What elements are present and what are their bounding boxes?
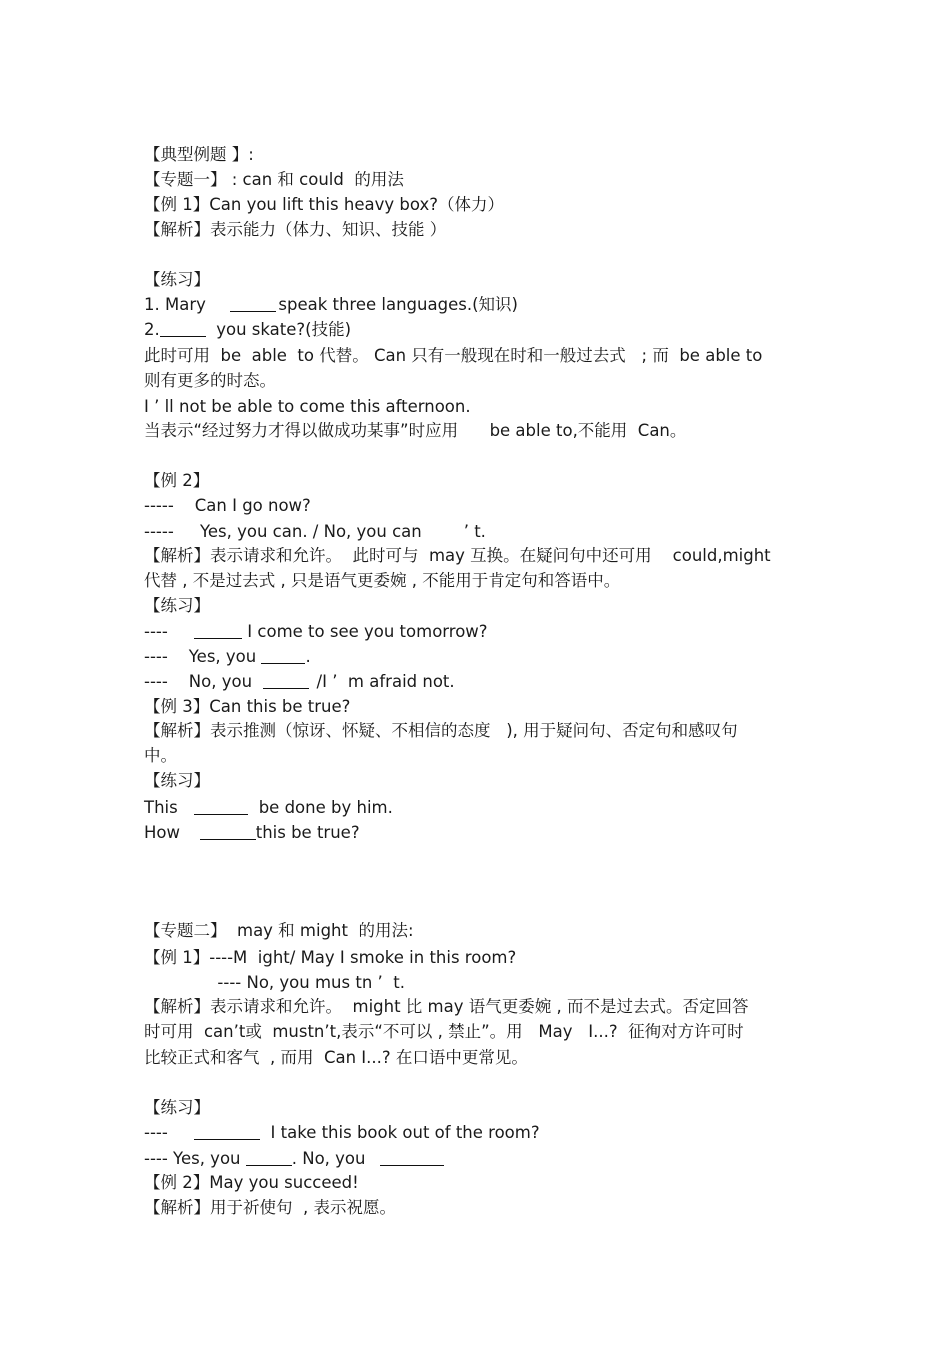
topic2-practice-line-2: ---- Yes, you . No, you (144, 1148, 444, 1170)
topic1-practice2-label: 【练习】 (144, 596, 210, 615)
topic1-analysis2-b: 代替 , 不是过去式 , 只是语气更委婉 , 不能用于肯定句和答语中。 (144, 571, 621, 590)
answer-blank (263, 672, 309, 689)
topic1-practice-label: 【练习】 (144, 270, 210, 289)
topic2-practice-label: 【练习】 (144, 1098, 210, 1117)
answer-blank (200, 823, 256, 840)
topic1-analysis2-a: 【解析】表示请求和允许。 此时可与 may 互换。在疑问句中还可用 could,might (144, 546, 771, 565)
topic1-example3: 【例 3】Can this be true? (144, 697, 351, 716)
topic1-example2-label: 【例 2】 (144, 471, 210, 490)
note-line-2: 则有更多的时态。 (144, 371, 276, 390)
note-line-3: I ’ ll not be able to come this afternoon. (144, 397, 471, 416)
practice3-line-1: This be done by him. (144, 798, 393, 817)
practice2-line-1: ---- I come to see you tomorrow? (144, 622, 488, 641)
topic2-practice-line-1: ---- I take this book out of the room? (144, 1123, 540, 1142)
topic1-practice3-label: 【练习】 (144, 771, 210, 790)
answer-blank (230, 295, 276, 312)
example2-question: ----- Can I go now? (144, 496, 311, 515)
answer-blank (194, 1123, 260, 1140)
topic2-analysis1-a: 【解析】表示请求和允许。 might 比 may 语气更委婉 , 而不是过去式。否定回答 (144, 997, 749, 1016)
topic2-example2: 【例 2】May you succeed! (144, 1173, 359, 1192)
practice2-line-2: ---- Yes, you . (144, 647, 311, 666)
answer-blank (261, 647, 305, 664)
topic2-example1-answer: ---- No, you mus tn ’ t. (144, 973, 405, 992)
answer-blank (246, 1149, 292, 1166)
example2-answer: ----- Yes, you can. / No, you can ’ t. (144, 522, 486, 541)
topic2-analysis1-b: 时可用 can’t或 mustn’t,表示“不可以 , 禁止”。用 May I...? 征徇对方许可时 (144, 1022, 744, 1041)
answer-blank (160, 320, 206, 337)
section-header: 【典型例题 】: (144, 145, 254, 164)
topic1-analysis3-b: 中。 (144, 746, 177, 765)
topic1-analysis1: 【解析】表示能力（体力、知识、技能 ） (144, 220, 447, 239)
topic1-analysis3-a: 【解析】表示推测（惊讶、怀疑、不相信的态度 ), 用于疑问句、否定句和感叹句 (144, 721, 738, 740)
answer-blank (380, 1149, 444, 1166)
practice2-line-3: ---- No, you /I ’ m afraid not. (144, 672, 455, 691)
topic2-analysis2: 【解析】用于祈使句 , 表示祝愿。 (144, 1198, 396, 1217)
practice-line-2: 2. you skate?(技能) (144, 320, 352, 339)
topic1-example1: 【例 1】Can you lift this heavy box?（体力） (144, 195, 504, 214)
topic1-title: 【专题一】 : can 和 could 的用法 (144, 170, 404, 189)
answer-blank (194, 622, 242, 639)
topic2-analysis1-c: 比较正式和客气 , 而用 Can I...? 在口语中更常见。 (144, 1048, 528, 1067)
practice-line-1: 1. Mary speak three languages.(知识) (144, 295, 518, 314)
topic2-example1-question: 【例 1】----M ight/ May I smoke in this room? (144, 948, 517, 967)
note-line-1: 此时可用 be able to 代替。 Can 只有一般现在时和一般过去式 ; 而 be able to (144, 346, 763, 365)
topic2-title: 【专题二】 may 和 might 的用法: (144, 921, 414, 940)
note-line-4: 当表示“经过努力才得以做成功某事”时应用 be able to,不能用 Can。 (144, 421, 687, 440)
answer-blank (194, 798, 248, 815)
practice3-line-2: How this be true? (144, 823, 360, 842)
